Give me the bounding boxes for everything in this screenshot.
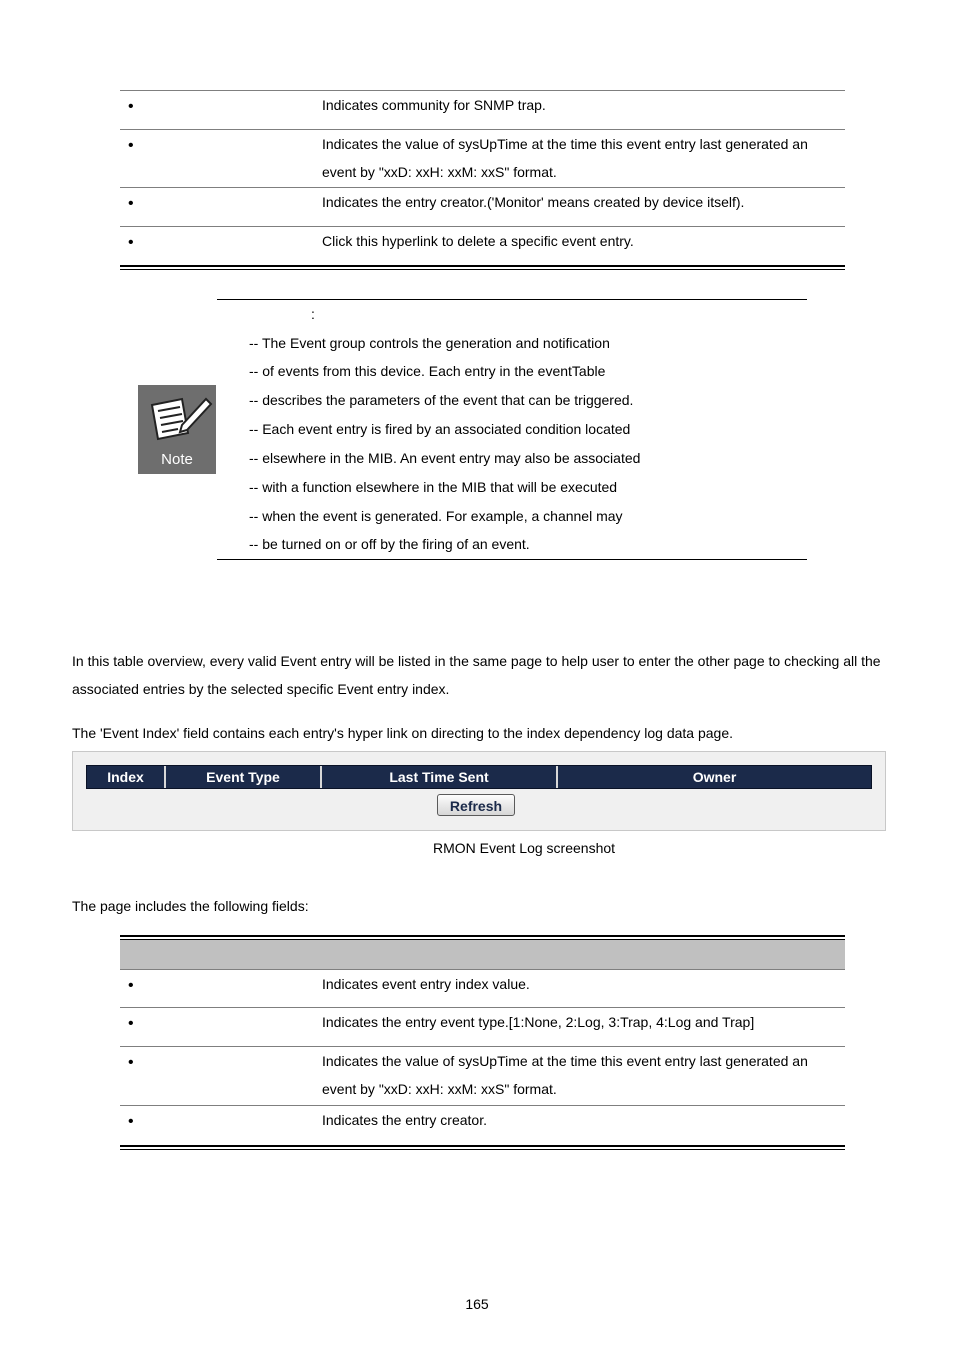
rmon-event-log-screenshot — [72, 751, 886, 831]
field-description: Indicates the entry event type.[1:None, 2:Log, 3:Trap, 4:Log and Trap] — [322, 1014, 755, 1030]
bullet: • — [128, 1113, 134, 1130]
table-row — [120, 970, 845, 1008]
page-number: 165 — [465, 1296, 489, 1312]
note-line: -- describes the parameters of the event that can be triggered. — [249, 392, 634, 408]
bullet: • — [128, 1054, 134, 1071]
column-header-index[interactable]: Index — [87, 766, 166, 788]
note-pencil-graphic — [138, 385, 216, 455]
bullet: • — [128, 98, 134, 115]
table-row — [120, 1106, 845, 1144]
bullet: • — [128, 137, 134, 154]
note-icon-label: Note — [161, 451, 193, 468]
bullet: • — [128, 1015, 134, 1032]
field-description: Indicates the entry creator.('Monitor' means created by device itself). — [322, 194, 745, 210]
table-row — [120, 227, 845, 265]
note-icon — [138, 385, 216, 474]
table-row — [120, 91, 845, 130]
top-table-bottom-rule — [120, 265, 845, 270]
note-line: -- be turned on or off by the firing of an event. — [249, 536, 530, 552]
column-header-owner[interactable]: Owner — [692, 769, 737, 785]
note-line: -- with a function elsewhere in the MIB that will be executed — [249, 479, 618, 495]
event-index-paragraph: The 'Event Index' field contains each entry's hyper link on directing to the index dependency log data page. — [72, 725, 734, 741]
field-description: Indicates event entry index value. — [322, 976, 530, 992]
note-bottom-rule — [217, 559, 807, 560]
intro-paragraph: In this table overview, every valid Event entry will be listed in the same page to help user to enter the other page to checking all the associated entries by the selected specific Event entry index. — [72, 653, 881, 697]
table-row — [120, 130, 845, 188]
bottom-table-bottom-rule — [120, 1145, 845, 1150]
bullet: • — [128, 234, 134, 251]
table-row — [120, 188, 845, 227]
refresh-button[interactable]: Refresh — [437, 794, 515, 816]
top-field-table — [120, 91, 845, 265]
note-line: -- elsewhere in the MIB. An event entry may also be associated — [249, 450, 641, 466]
column-header-event-type[interactable]: Event Type — [166, 766, 322, 788]
table-row — [120, 1008, 845, 1047]
field-description: Indicates the value of sysUpTime at the time this event entry last generated an event by "xxD: xxH: xxM: xxS" format. — [322, 136, 808, 180]
note-colon: : — [311, 306, 315, 322]
field-table-header — [120, 940, 845, 970]
bullet: • — [128, 195, 134, 212]
field-description: Click this hyperlink to delete a specific event entry. — [322, 233, 634, 249]
note-line: -- Each event entry is fired by an associated condition located — [249, 421, 631, 437]
note-line: -- of events from this device. Each entry in the eventTable — [249, 363, 606, 379]
note-line: -- when the event is generated. For example, a channel may — [249, 508, 623, 524]
field-description: Indicates the value of sysUpTime at the time this event entry last generated an event by "xxD: xxH: xxM: xxS" format. — [322, 1053, 808, 1097]
bottom-field-table — [120, 970, 845, 1144]
column-header-last-time-sent[interactable]: Last Time Sent — [322, 766, 558, 788]
note-line: -- The Event group controls the generation and notification — [249, 335, 610, 351]
note-top-rule — [217, 299, 807, 300]
field-description: Indicates community for SNMP trap. — [322, 97, 546, 113]
fields-intro: The page includes the following fields: — [72, 898, 309, 914]
table-row — [120, 1047, 845, 1106]
event-log-table-header — [86, 765, 872, 789]
field-description: Indicates the entry creator. — [322, 1112, 487, 1128]
screenshot-caption: RMON Event Log screenshot — [432, 840, 616, 856]
bullet: • — [128, 977, 134, 994]
